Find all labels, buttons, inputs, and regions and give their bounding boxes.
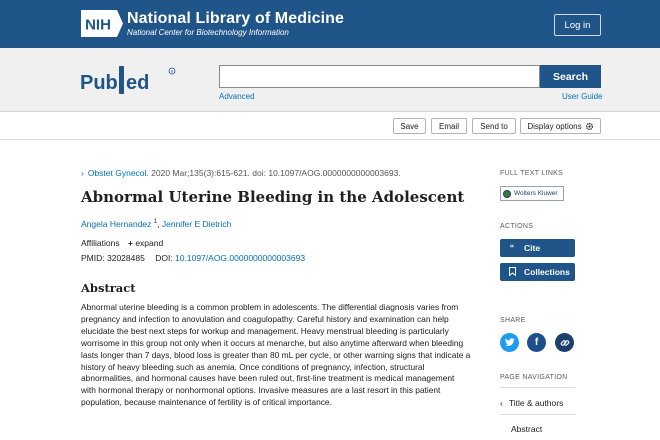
abstract-heading: Abstract — [81, 281, 136, 295]
twitter-share-button[interactable] — [500, 333, 519, 352]
page-navigation-label: PAGE NAVIGATION — [500, 374, 568, 381]
link-icon — [560, 338, 570, 348]
pmid-label: PMID: — [81, 253, 105, 263]
expand-link[interactable]: expand — [135, 238, 164, 248]
citation-line — [81, 168, 401, 178]
expand-plus-icon[interactable]: + — [127, 238, 133, 248]
facebook-share-button[interactable] — [527, 333, 546, 352]
twitter-icon — [505, 338, 515, 347]
author-link[interactable]: Jennifer E Dietrich — [161, 219, 232, 229]
facebook-icon: f — [534, 337, 539, 348]
journal-link[interactable]: Obstet Gynecol. — [87, 168, 149, 178]
svg-text:Pub: Pub — [80, 72, 118, 94]
search-button[interactable]: Search — [540, 65, 601, 88]
doi-label: DOI: — [155, 253, 173, 263]
nih-logo-icon[interactable] — [81, 10, 123, 37]
bookmark-icon — [500, 267, 524, 278]
article-title: Abnormal Uterine Bleeding in the Adolescent — [81, 188, 465, 206]
wolters-kluwer-link[interactable] — [500, 186, 564, 201]
publisher-label: Wolters Kluwer — [514, 190, 558, 197]
author-list: Angela Hernandez $^1$, Jennifer E Dietrich — [81, 219, 232, 229]
wolters-kluwer-logo-icon — [503, 190, 511, 198]
nav-item-title-authors[interactable] — [500, 398, 563, 408]
identifiers-row — [81, 253, 305, 263]
abstract-text: Abnormal uterine bleeding is a common problem in adolescents. The differential diagnosis varies from pregnancy and infection to anovulation and coagulopathy. Careful history and examination can help elucidate the best next steps for workup and management. Heavy menstrual bleeding is particularly worrisome in this group not only when it occurs at menarche, but also anytime afterward when bleeding lasts longer than 7 days, blood loss is greater than 80 mL per cycle, or other warning signs that indicate a history of heavy bleeding such as anemia. Once conditions of pregnancy, infection, structural abnormalities, and hormonal causes have been ruled out, first-line treatment is medical management with hormonal therapy or nonhormonal options. Invasive measures are a last resort in this patient population, because maintenance of fertility is of critical importance. — [81, 302, 471, 408]
nav-item-label: Title & authors — [508, 398, 564, 408]
divider — [500, 414, 575, 415]
nih-subtitle: National Center for Biotechnology Information — [127, 28, 289, 37]
pmid-value: 32028485 — [107, 253, 145, 263]
display-options-label: Display options — [527, 121, 582, 131]
svg-text:R: R — [170, 69, 174, 74]
search-band — [0, 48, 660, 112]
nav-item-abstract[interactable]: Abstract — [511, 424, 543, 434]
full-text-links-label: FULL TEXT LINKS — [500, 170, 564, 177]
pubmed-logo[interactable] — [80, 64, 180, 96]
divider — [500, 387, 575, 388]
collections-label: Collections — [524, 267, 570, 277]
user-guide-link[interactable]: User Guide — [562, 92, 603, 101]
send-to-button[interactable]: Send to — [472, 118, 516, 134]
actions-label: ACTIONS — [500, 223, 534, 230]
chevron-right-icon: › — [81, 168, 84, 178]
save-button[interactable]: Save — [393, 118, 426, 134]
permalink-share-button[interactable] — [555, 333, 574, 352]
email-button[interactable]: Email — [431, 118, 467, 134]
share-label: SHARE — [500, 317, 526, 324]
collections-button[interactable] — [500, 263, 575, 281]
quote-icon: “ — [509, 243, 515, 253]
affiliations-label: Affiliations — [81, 238, 120, 248]
cite-label: Cite — [524, 243, 541, 253]
nih-abbrev: NIH — [85, 16, 111, 34]
chevron-left-icon: ‹ — [500, 398, 503, 408]
action-bar — [0, 112, 660, 140]
author-link[interactable]: Angela Hernandez — [81, 219, 152, 229]
doi-link[interactable]: 10.1097/AOG.0000000000003693 — [175, 253, 306, 263]
search-input[interactable] — [219, 65, 540, 88]
cite-button[interactable] — [500, 239, 575, 257]
advanced-search-link[interactable]: Advanced — [219, 92, 255, 101]
citation-details: 2020 Mar;135(3):615-621. doi: 10.1097/AOG.0000000000003693. — [148, 168, 401, 178]
nih-title[interactable]: National Library of Medicine — [127, 10, 345, 27]
affiliations-row — [81, 238, 163, 248]
author-affiliation-number[interactable]: 1 — [153, 219, 158, 226]
display-options-button[interactable] — [520, 118, 601, 134]
login-button[interactable]: Log in — [554, 14, 601, 36]
nih-header — [0, 0, 660, 48]
svg-text:ed: ed — [126, 72, 150, 94]
gear-icon — [585, 122, 594, 131]
